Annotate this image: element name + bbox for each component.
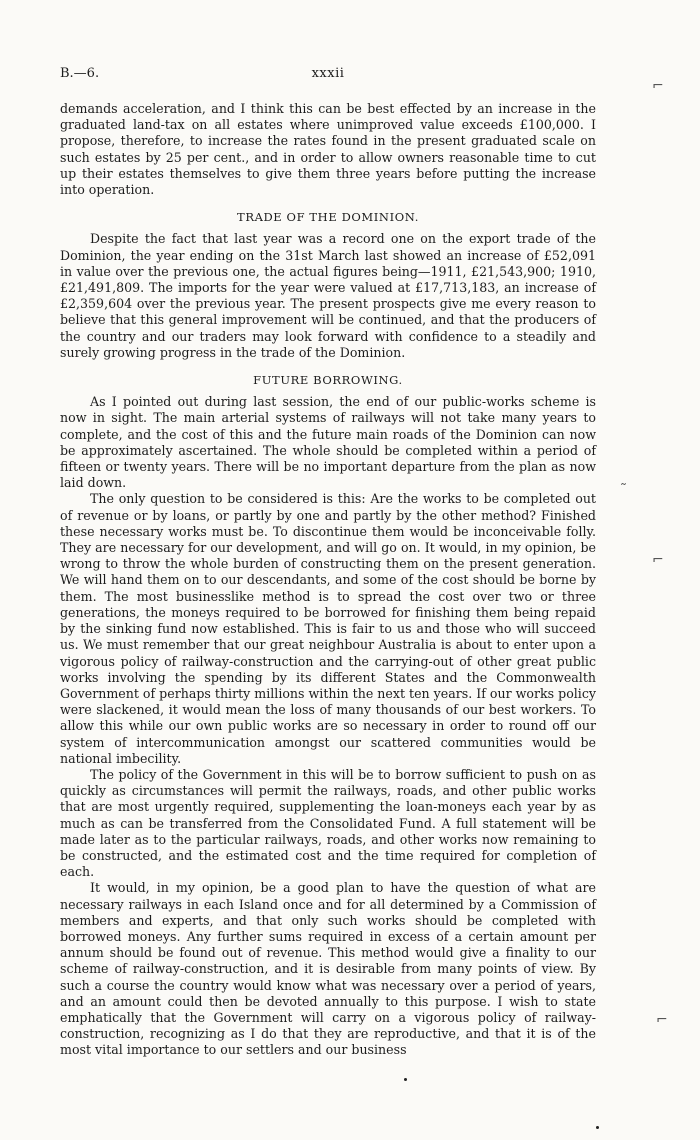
margin-mark-middle-a: ˜ [620,482,627,498]
margin-mark-bottom: ⌐ [656,1012,668,1028]
paragraph-railway-commission: It would, in my opinion, be a good plan to have the question of what are necessary railways in each Island once and for all determined by a Commission of members and experts, and that only such works should be completed with borrowed moneys. Any further sums required in excess of a certain amount per annum should be found out of revenue. This method would give a finality to our scheme of railway-construction, and it is desirable from many points of view. By such a course the country would know what was necessary over a period of years, and an amount could then be devoted annually to this purpose. I wish to state emphatically that the Government will carry on a vigorous policy of railway-construction, recognizing as I do that they are reproductive, and that it is of the most vital importance to our settlers and our business [60,880,596,1058]
paragraph-public-works: As I pointed out during last session, the end of our public-works scheme is now in sight. The main arterial systems of railways will not take many years to complete, and the cost of this and the future main roads of the Dominion can now be approximately ascertained. The whole should be completed within a period of fifteen or twenty years. There will be no important departure from the plan as now laid down. [60,394,596,491]
section-heading-borrowing: FUTURE BORROWING. [253,373,403,388]
section-heading-trade: TRADE OF THE DOMINION. [237,210,419,225]
speck-mark-b [596,1126,599,1129]
margin-mark-middle-b: ⌐ [652,552,664,568]
speck-mark-a [404,1078,407,1081]
margin-mark-top: ⌐ [652,78,664,94]
paragraph-loans-question: The only question to be considered is this: Are the works to be completed out of revenue or by loans, or partly by one and partly by the other method? Finished these necessary works must be. To discontinue them would be inconceivable folly. They are necessary for our development, and will go on. It would, in my opinion, be wrong to throw the whole burden of constructing them on the present generation. We will hand them on to our descendants, and some of the cost should be borne by them. The most businesslike method is to spread the cost over two or three generations, the moneys required to be borrowed for finishing them being repaid by the sinking fund now established. This is fair to us and those who will succeed us. We must remember that our great neighbour Australia is about to enter upon a vigorous policy of railway-construction and the carrying-out of other great public works involving the spending by its different States and the Commonwealth Government of perhaps thirty millions within the next ten years. If our works policy were slackened, it would mean the loss of many thousands of our best workers. To allow this while our own public works are so necessary in order to round off our system of intercommunication amongst our scattered communities would be national imbecility. [60,491,596,766]
paragraph-government-policy: The policy of the Government in this will be to borrow sufficient to push on as quickly as circumstances will permit the railways, roads, and other public works that are most urgently required, supplementing the loan-moneys each year by as much as can be transferred from the Consolidated Fund. A full statement will be made later as to the particular railways, roads, and other works now remaining to be constructed, and the estimated cost and the time required for completion of each. [60,766,596,880]
document-reference: B.—6. [60,66,100,81]
page-number: xxxii [311,66,345,81]
document-body [60,101,596,1059]
paragraph-land-tax: demands acceleration, and I think this can be best effected by an increase in the graduated land-tax on all estates where unimproved value exceeds £100,000. I propose, therefore, to increase the rates found in the present graduated scale on such estates by 25 per cent., and in order to allow owners reasonable time to cut up their estates themselves to give them three years before putting the increase into operation. [60,101,596,198]
paragraph-trade: Despite the fact that last year was a record one on the export trade of the Dominion, the year ending on the 31st March last showed an increase of £52,091 in value over the previous one, the actual figures being—1911, £21,543,900; 1910, £21,491,809. The imports for the year were valued at £17,713,183, an increase of £2,359,604 over the previous year. The present prospects give me every reason to believe that this general improvement will be continued, and that the producers of the country and our traders may look forward with confidence to a steadily and surely growing progress in the trade of the Dominion. [60,231,596,360]
